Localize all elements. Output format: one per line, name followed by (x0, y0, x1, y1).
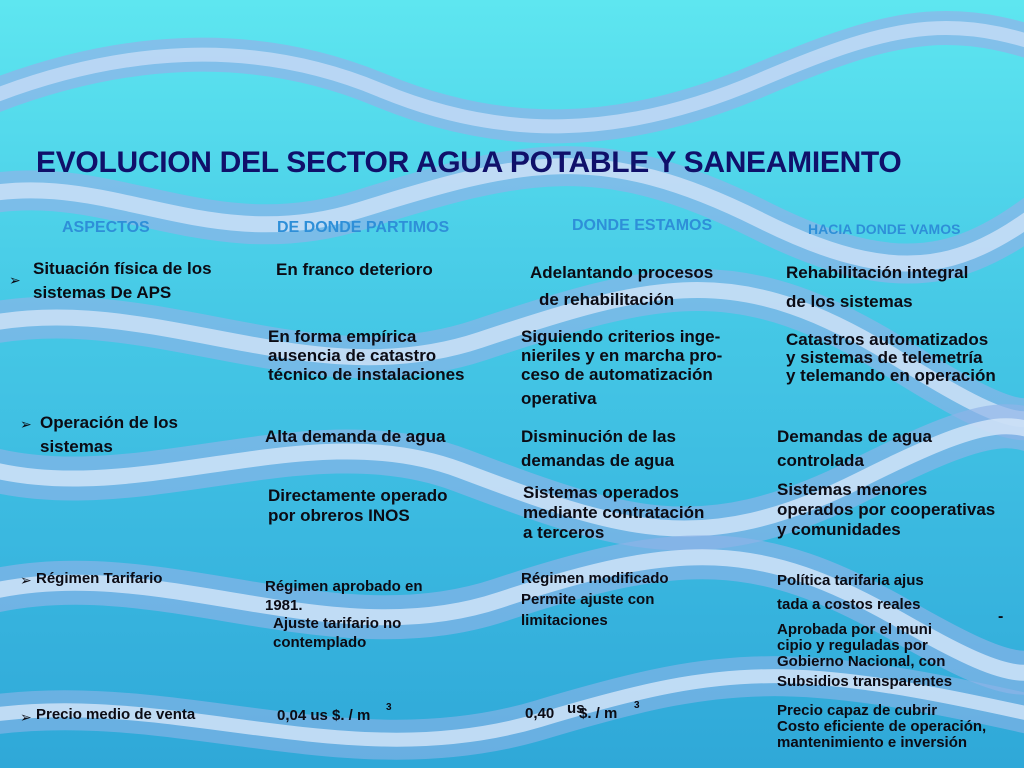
catastro-partimos-l3: técnico de instalaciones (268, 365, 465, 384)
catastro-partimos-l2: ausencia de catastro (268, 346, 437, 365)
header-estamos: DONDE ESTAMOS (572, 217, 713, 234)
operados-vamos-l1: Sistemas menores (777, 480, 928, 499)
situacion-vamos-l1: Rehabilitación integral (786, 263, 969, 282)
operados-vamos-l3: y comunidades (777, 520, 901, 539)
operacion-vamos-l1: Demandas de agua (777, 427, 932, 446)
precio-partimos-unit: $. / m (332, 707, 371, 724)
bullet-arrow-icon: ➢ (20, 572, 32, 588)
regimen-vamos-l4: cipio y reguladas por (777, 637, 928, 654)
bullet-arrow-icon: ➢ (20, 416, 32, 432)
regimen-vamos-l5: Gobierno Nacional, con (777, 653, 946, 670)
precio-estamos-currency: us (567, 700, 585, 717)
aspect-precio: Precio medio de venta (36, 706, 196, 723)
regimen-partimos-l2: 1981. (265, 597, 303, 614)
situacion-estamos-l2: de rehabilitación (539, 290, 675, 309)
precio-vamos-l1: Precio capaz de cubrir (777, 702, 938, 719)
operados-estamos-l1: Sistemas operados (523, 483, 679, 502)
precio-vamos-l2: Costo eficiente de operación, (777, 718, 987, 735)
operados-partimos-l1: Directamente operado (268, 486, 448, 505)
regimen-vamos-l3: Aprobada por el muni (777, 621, 933, 638)
catastro-estamos-l3: ceso de automatización (521, 365, 713, 384)
regimen-estamos-l1: Régimen modificado (521, 570, 669, 587)
bullet-arrow-icon: ➢ (9, 272, 21, 288)
aspect-regimen: Régimen Tarifario (36, 570, 163, 587)
regimen-estamos-l3: limitaciones (521, 612, 608, 629)
situacion-vamos-l2: de los sistemas (786, 292, 913, 311)
aspect-situacion-l1: Situación física de los (33, 259, 212, 278)
regimen-partimos-l3: Ajuste tarifario no (273, 615, 402, 632)
catastro-estamos-l4: operativa (521, 389, 597, 408)
regimen-estamos-l2: Permite ajuste con (521, 591, 655, 608)
operacion-vamos-l2: controlada (777, 451, 864, 470)
page-title: EVOLUCION DEL SECTOR AGUA POTABLE Y SANEAMIENTO (36, 146, 902, 179)
operados-estamos-l2: mediante contratación (523, 503, 705, 522)
precio-estamos-unit: $. / m (579, 705, 618, 722)
regimen-vamos-dash: - (998, 608, 1004, 625)
regimen-vamos-l6: Subsidios transparentes (777, 673, 953, 690)
precio-partimos-value: 0,04 us (277, 707, 328, 724)
operacion-estamos-l2: demandas de agua (521, 451, 675, 470)
operados-estamos-l3: a terceros (523, 523, 605, 542)
regimen-partimos-l4: contemplado (273, 634, 367, 651)
precio-vamos-l3: mantenimiento e inversión (777, 734, 968, 751)
aspect-operacion-l1: Operación de los (40, 413, 178, 432)
operados-vamos-l2: operados por cooperativas (777, 500, 996, 519)
header-partimos: DE DONDE PARTIMOS (277, 219, 450, 236)
operacion-partimos: Alta demanda de agua (265, 427, 446, 446)
regimen-partimos-l1: Régimen aprobado en (265, 578, 423, 595)
header-aspectos: ASPECTOS (62, 219, 150, 236)
regimen-vamos-l1: Política tarifaria ajus (777, 572, 924, 589)
catastro-estamos-l1: Siguiendo criterios inge- (521, 327, 721, 346)
aspect-operacion-l2: sistemas (40, 437, 113, 456)
precio-estamos-sup: 3 (634, 700, 640, 711)
catastro-vamos-l2: y sistemas de telemetría (786, 348, 983, 367)
catastro-vamos-l1: Catastros automatizados (786, 330, 989, 349)
header-vamos: HACIA DONDE VAMOS (808, 221, 961, 237)
catastro-estamos-l2: nieriles y en marcha pro- (521, 346, 723, 365)
operados-partimos-l2: por obreros INOS (268, 506, 410, 525)
situacion-estamos-l1: Adelantando procesos (530, 263, 714, 282)
situacion-partimos: En franco deterioro (276, 260, 433, 279)
precio-estamos-value: 0,40 (525, 705, 555, 722)
aspect-situacion-l2: sistemas De APS (33, 283, 172, 302)
bullet-arrow-icon: ➢ (20, 709, 32, 725)
catastro-partimos-l1: En forma empírica (268, 327, 417, 346)
regimen-vamos-l2: tada a costos reales (777, 596, 921, 613)
catastro-vamos-l3: y telemando en operación (786, 366, 996, 385)
operacion-estamos-l1: Disminución de las (521, 427, 676, 446)
precio-partimos-sup: 3 (386, 702, 392, 713)
